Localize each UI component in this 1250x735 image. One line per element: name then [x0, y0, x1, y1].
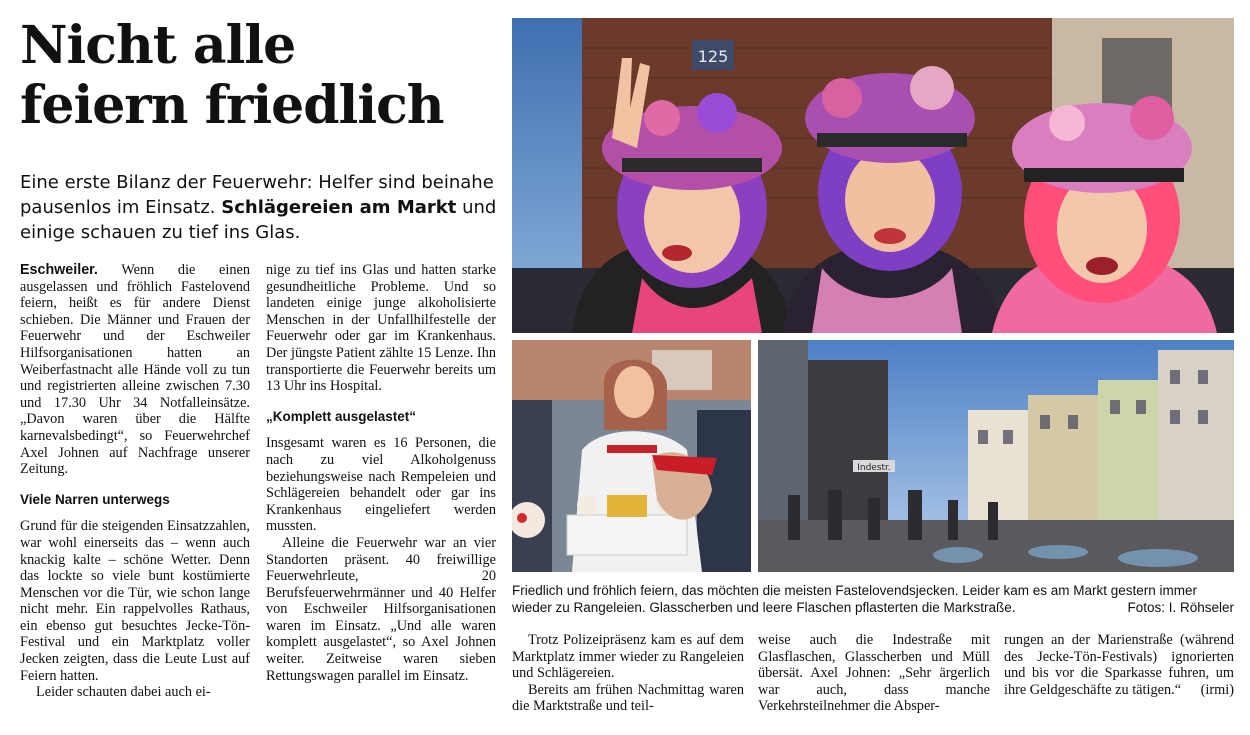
caption-text: Friedlich und fröhlich feiern, das möchten die meisten Fastelovendsjecken. Leider kam es am Markt gestern immer wieder zu Rangeleien. Glasscherben und leere Flaschen pflasterten die Markstraße.: [512, 583, 1198, 615]
paragraph-2: Grund für die steigenden Einsatzzahlen, war wohl einerseits das – wenn auch knackig kalte – schöne Wetter. Denn das lockte so viele bunt kostümierte Menschen vor die Tür, wie schon lange nicht mehr. Ein rappelvolles Rathaus, ein ebenso gut besuchtes Jecke-Tön-Festival und ein Marktplatz voller Jecken zeigten, dass die Leute Lust auf Feiern hatten.: [20, 518, 250, 684]
dateline: Eschweiler.: [20, 262, 98, 278]
subhead-komplett-ausgelastet: „Komplett ausgelastet“: [266, 408, 417, 424]
article-column-5: [1004, 632, 1234, 698]
paragraph-1: [20, 262, 250, 478]
photo-caption: [512, 582, 1234, 616]
house-number-text: 125: [697, 47, 729, 66]
paragraph-10-text: rungen an der Marienstraße (während des Jecke-Tön-Festivals) ignorierten und bis vor die Sparkasse fuhren, um ihre Geldgeschäfte zu tätigen.“: [1004, 632, 1234, 698]
street-sign-text: Indestr.: [857, 463, 891, 473]
paragraph-9: weise auch die Indestraße mit Glasflaschen, Glasscherben und Müll übersät. Axel Johnen: „Sehr ärgerlich war auch, dass manche Verkehrsteilnehmer die Absper-: [758, 632, 990, 715]
deck: [20, 170, 500, 245]
subhead-viele-narren: Viele Narren unterwegs: [20, 491, 170, 507]
paragraph-4: nige zu tief ins Glas und hatten starke gesundheitliche Probleme. Und so landeten einige junge alkoholisierte Menschen in der Unfallhilfestelle der Feuerwehr oder gar im Krankenhaus. Der jüngste Patient zählte 15 Lenze. Ihn transportierte die Feuerwehr bereits um 13 Uhr ins Hospital.: [266, 262, 496, 395]
photo-carnival-women-image: [512, 18, 1234, 333]
paragraph-3: Leider schauten dabei auch ei-: [36, 684, 211, 701]
photo-carnival-women: [512, 18, 1234, 333]
photo-woman-tray: [512, 340, 751, 572]
photo-market-street-image: [758, 340, 1234, 572]
paragraph-8: Bereits am frühen Nachmittag waren die Marktstraße und teil-: [512, 681, 744, 715]
article-column-1: [20, 262, 250, 701]
headline-line-1: Nicht alle: [20, 15, 296, 76]
headline-line-2: feiern friedlich: [20, 75, 444, 136]
headline: [20, 16, 500, 136]
article-column-3: [512, 632, 744, 715]
paragraph-1-text: Wenn die einen ausgelassen und fröhlich Fastelovend feiern, heißt es für andere Dienst schieben. Die Männer und Frauen der Feuerwehr und der Eschweiler Hilfsorganisationen hatten an Weiberfastnacht alle Hände voll zu tun und registrierten alleine zwischen 7.30 und 17.30 Uhr 34 Notfalleinsätze. „Davon waren über die Hälfte karnevalsbedingt“, so Feuerwehrchef Axel Johnen auf Nachfrage unserer Zeitung.: [20, 262, 250, 478]
article-column-2: [266, 262, 496, 684]
paragraph-5: Insgesamt waren es 16 Personen, die nach zu viel Alkoholgenuss beziehungsweise nach Rempeleien und Schlägereien behandelt oder gar ins Krankenhaus eingeliefert werden mussten.: [266, 435, 496, 535]
photo-credit: Fotos: I. Röhseler: [1127, 600, 1234, 615]
photo-market-street: [758, 340, 1234, 572]
paragraph-6: Alleine die Feuerwehr war an vier Standorten präsent. 40 freiwillige Feuerwehrleute, 20 Berufsfeuerwehrmänner und 40 Helfer von Eschweiler Hilfsorganisationen waren im Einsatz. „Und alle waren komplett ausgelastet“, so Axel Johnen weiter. Zeitweise waren sieben Rettungswagen parallel im Einsatz.: [266, 534, 496, 684]
paragraph-7: Trotz Polizeipräsenz kam es auf dem Marktplatz immer wieder zu Rangeleien und Schlägereien.: [512, 632, 744, 682]
deck-part-1: Eine erste Bilanz der Feuerwehr: Helfer sind beinahe pausenlos im Einsatz.: [20, 172, 494, 218]
byline: (irmi): [1200, 681, 1234, 698]
deck-part-2: und einige schauen zu tief ins Glas.: [20, 197, 497, 243]
deck-bold: Schlägereien am Markt: [221, 197, 457, 218]
photo-woman-tray-image: [512, 340, 751, 572]
paragraph-10: [1004, 632, 1234, 698]
article-column-4: [758, 632, 990, 715]
